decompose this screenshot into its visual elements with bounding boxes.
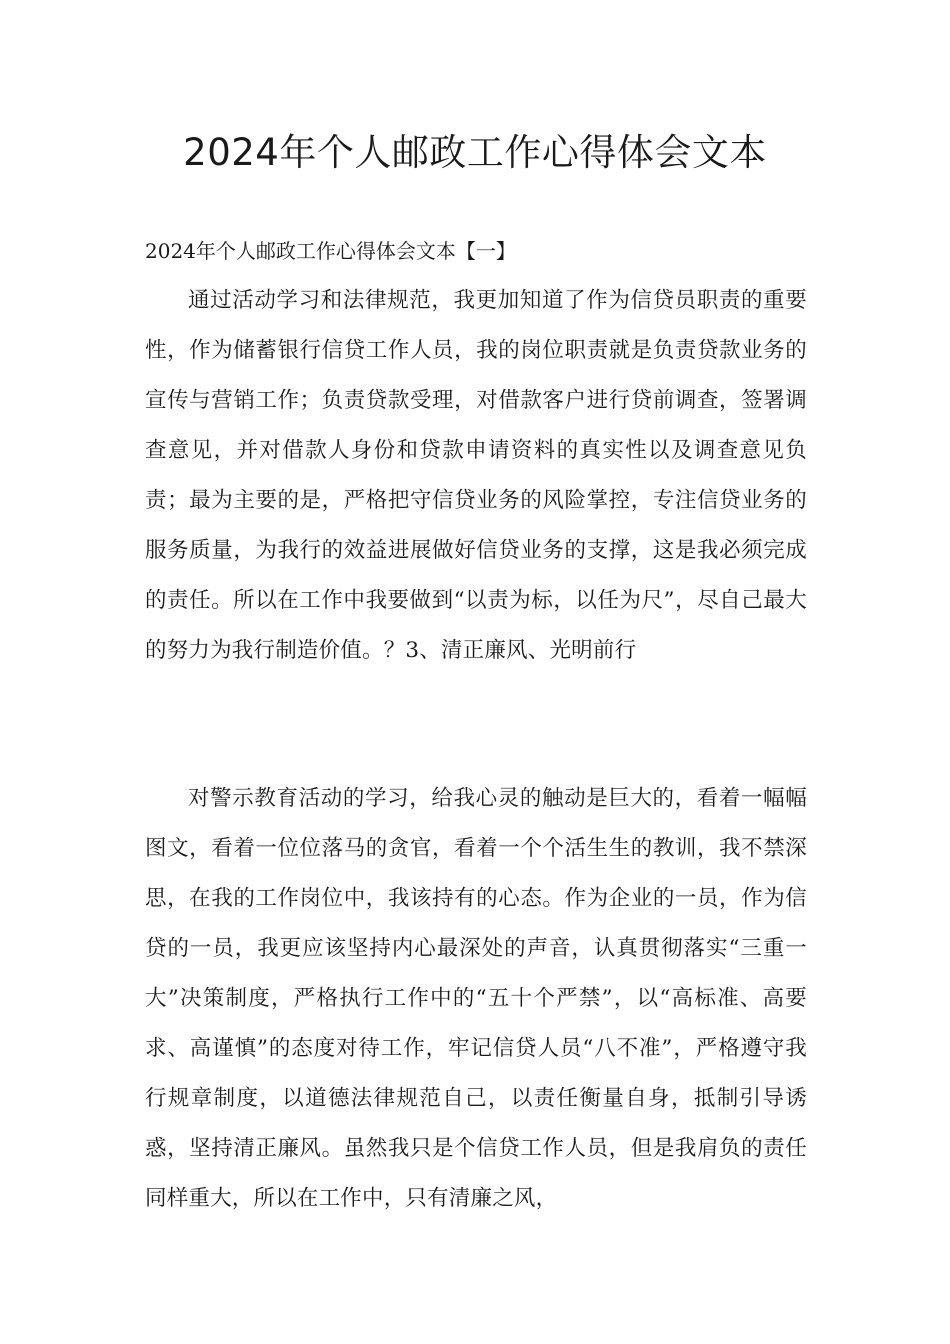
body-paragraph-2: 对警示教育活动的学习，给我心灵的触动是巨大的，看着一幅幅图文，看着一位位落马的贪官，看着一个个活生生的教训，我不禁深思，在我的工作岗位中，我该持有的心态。作为企业的一员，作为信贷的一员，我更应该坚持内心最深处的声音，认真贯彻落实“三重一大”决策制度，严格执行工作中的“五十个严禁”，以“高标准、高要求、高谨慎”的态度对待工作，牢记信贷人员“八不准”，严格遵守我行规章制度，以道德法律规范自己，以责任衡量自身，抵制引导诱惑，坚持清正廉风。虽然我只是个信贷工作人员，但是我肩负的责任同样重大，所以在工作中，只有清廉之风， (145, 786, 807, 1211)
document-title: 2024年个人邮政工作心得体会文本 (183, 131, 767, 174)
section-heading: 2024年个人邮政工作心得体会文本【一】 (145, 239, 516, 263)
body-paragraph-1: 通过活动学习和法律规范，我更加知道了作为信贷员职责的重要性，作为储蓄银行信贷工作人员，我的岗位职责就是负责贷款业务的宣传与营销工作；负责贷款受理，对借款客户进行贷前调查，签署调查意见，并对借款人身份和贷款申请资料的真实性以及调查意见负责；最为主要的是，严格把守信贷业务的风险掌控，专注信贷业务的服务质量，为我行的效益进展做好信贷业务的支撑，这是我必须完成的责任。所以在工作中我要做到“以责为标，以任为尺”，尽自己最大的努力为我行制造价值。？3、清正廉风、光明前行 (145, 288, 807, 663)
